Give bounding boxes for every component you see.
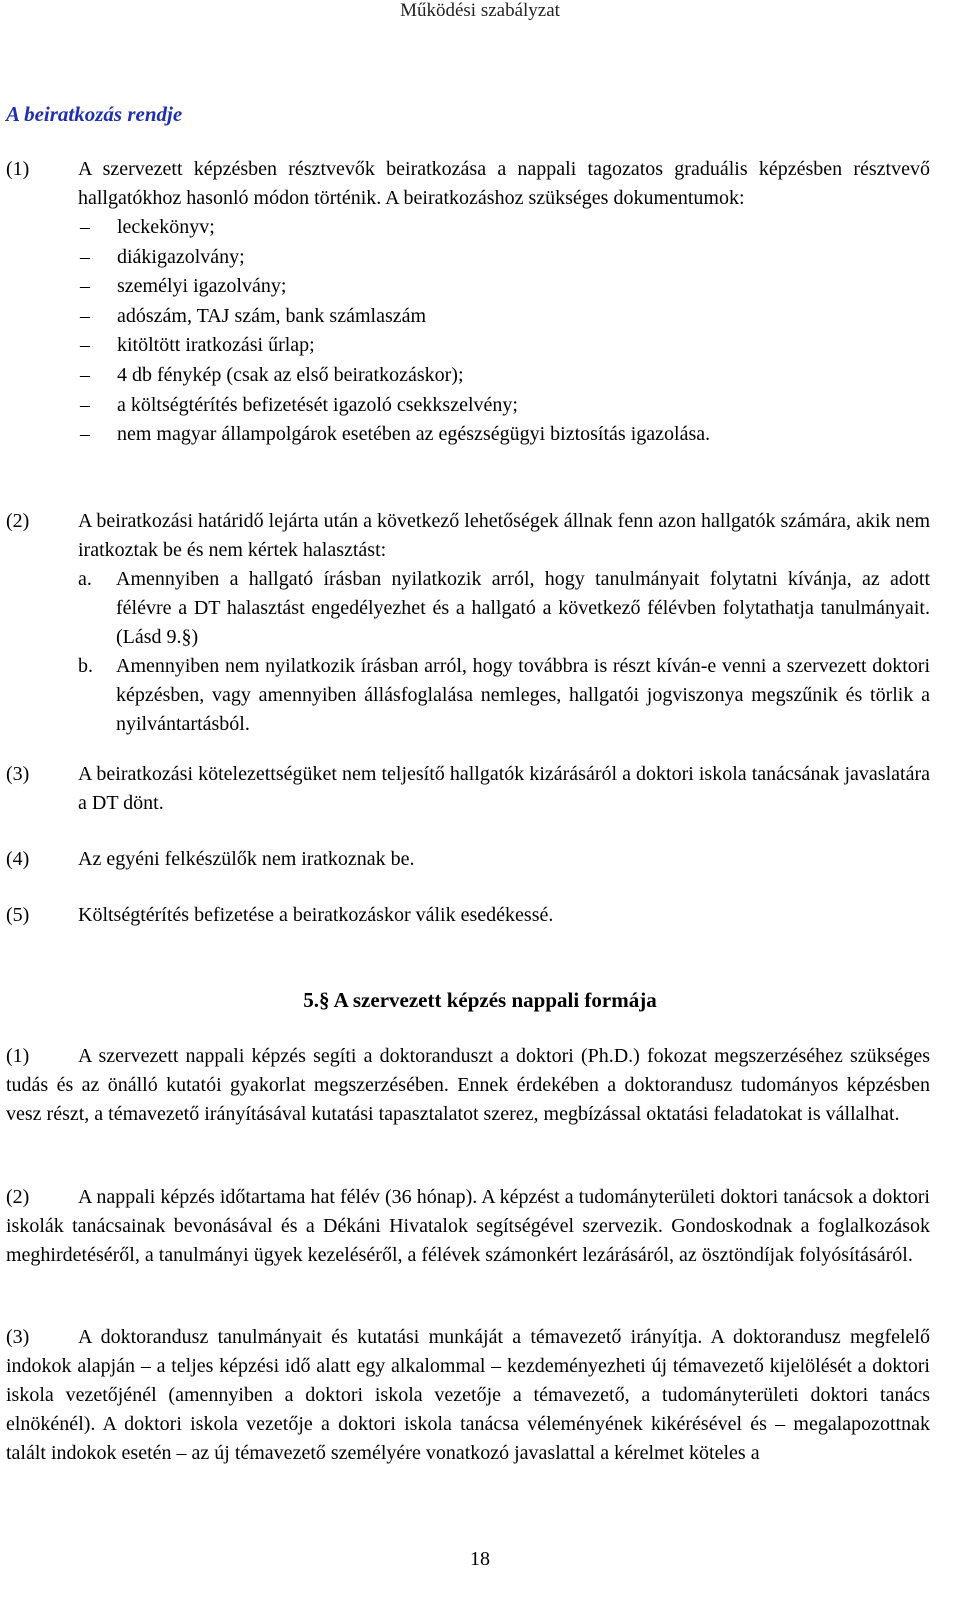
list-item: – személyi igazolvány; <box>78 272 930 302</box>
paragraph-text: A beiratkozási kötelezettségüket nem teljesítő hallgatók kizárásáról a doktori iskola tanácsának javaslatára a DT dönt. <box>78 763 930 814</box>
document-list <box>78 213 930 450</box>
paragraph-text: A doktorandusz tanulmányait és kutatási munkáját a témavezető irányítja. A doktorandusz megfelelő indokok alapján – a teljes képzési idő alatt egy alkalommal – kezdeményezheti új témavezető kijelölését a doktori iskola vezetőjénél (amennyiben a doktori iskola vezetője a témavezető, a tudományterületi doktori tanács elnökénél). A doktori iskola vezetője a doktori iskola tanácsa véleményének kikérésével és – megalapozottnak talált indokok esetén – az új témavezető személyére vonatkozó javaslattal a kérelmet köteles a <box>6 1326 930 1464</box>
list-item: – kitöltött iratkozási űrlap; <box>78 331 930 361</box>
option-a <box>78 565 930 652</box>
paragraph-number: (3) <box>6 763 30 785</box>
list-item: – a költségtérítés befizetését igazoló csekkszelvény; <box>78 391 930 421</box>
dash-bullet-icon: – <box>80 304 90 327</box>
option-label: b. <box>78 655 93 677</box>
paragraph-number: (2) <box>6 1186 30 1208</box>
dash-bullet-icon: – <box>80 275 90 298</box>
running-header: Működési szabályzat <box>400 0 560 21</box>
section-paragraph-1 <box>6 1042 930 1129</box>
paragraph-number: (1) <box>6 158 30 180</box>
enrollment-paragraph-5 <box>6 901 930 930</box>
paragraph-text: Az egyéni felkészülők nem iratkoznak be. <box>78 848 415 870</box>
dash-bullet-icon: – <box>80 423 90 446</box>
dash-bullet-icon: – <box>80 363 90 386</box>
paragraph-number: (2) <box>6 510 30 532</box>
dash-bullet-icon: – <box>80 216 90 238</box>
enrollment-paragraph-4 <box>6 845 930 874</box>
paragraph-text: A beiratkozási határidő lejárta után a következő lehetőségek állnak fenn azon hallgatók számára, akik nem iratkoztak be és nem kértek halasztást: <box>78 510 930 561</box>
paragraph-text: A nappali képzés időtartama hat félév (36 hónap). A képzést a tudományterületi doktori tanácsok a doktori iskolák tanácsainak bevonásával és a Dékáni Hivatalok segítségével szervezik. Gondoskodnak a foglalkozások meghirdetéséről, a tanulmányi ügyek kezeléséről, a félévek számonkért lezárásáról, az ösztöndíjak folyósításáról. <box>6 1186 930 1266</box>
dash-bullet-icon: – <box>80 334 90 357</box>
paragraph-number: (4) <box>6 848 30 870</box>
enrollment-heading: A beiratkozás rendje <box>6 102 183 126</box>
list-item: – 4 db fénykép (csak az első beiratkozáskor); <box>78 361 930 391</box>
section-paragraph-2 <box>6 1183 930 1270</box>
section-title: 5.§ A szervezett képzés nappali formája <box>303 988 657 1012</box>
paragraph-number: (5) <box>6 904 30 926</box>
enrollment-paragraph-3 <box>6 760 930 818</box>
option-b <box>78 652 930 739</box>
paragraph-text: A szervezett képzésben résztvevők beiratkozása a nappali tagozatos graduális képzésben résztvevő hallgatókhoz hasonló módon történik. A beiratkozáshoz szükséges dokumentumok: <box>78 158 930 209</box>
option-text: Amennyiben a hallgató írásban nyilatkozik arról, hogy tanulmányait folytatni kívánja, az adott félévre a DT halasztást engedélyezhet és a hallgató a következő félévben folytathatja tanulmányait. (Lásd 9.§) <box>116 568 930 648</box>
paragraph-number: (3) <box>6 1326 30 1348</box>
enrollment-paragraph-2 <box>6 507 930 739</box>
dash-bullet-icon: – <box>80 245 90 268</box>
paragraph-text: A szervezett nappali képzés segíti a doktoranduszt a doktori (Ph.D.) fokozat megszerzéséhez szükséges tudás és az önálló kutatói gyakorlat megszerzésében. Ennek érdekében a doktorandusz tudományos képzésben vesz részt, a témavezető irányításával kutatási tapasztalatot szerez, megbízással oktatási feladatokat is vállalhat. <box>6 1045 930 1125</box>
list-item: – leckekönyv; <box>78 213 930 243</box>
paragraph-text: Költségtérítés befizetése a beiratkozáskor válik esedékessé. <box>78 904 554 926</box>
section-paragraph-3 <box>6 1323 930 1468</box>
paragraph-number: (1) <box>6 1045 30 1067</box>
option-label: a. <box>78 568 92 590</box>
list-item: – diákigazolvány; <box>78 243 930 273</box>
list-item: – nem magyar állampolgárok esetében az egészségügyi biztosítás igazolása. <box>78 420 930 450</box>
enrollment-paragraph-1 <box>6 155 930 450</box>
page-number: 18 <box>470 1548 490 1570</box>
option-text: Amennyiben nem nyilatkozik írásban arról, hogy továbbra is részt kíván-e venni a szervezett doktori képzésben, vagy amennyiben állásfoglalása nemleges, hallgatói jogviszonya megszűnik és törlik a nyilvántartásból. <box>116 655 930 735</box>
dash-bullet-icon: – <box>80 393 90 416</box>
list-item: – adószám, TAJ szám, bank számlaszám <box>78 302 930 332</box>
